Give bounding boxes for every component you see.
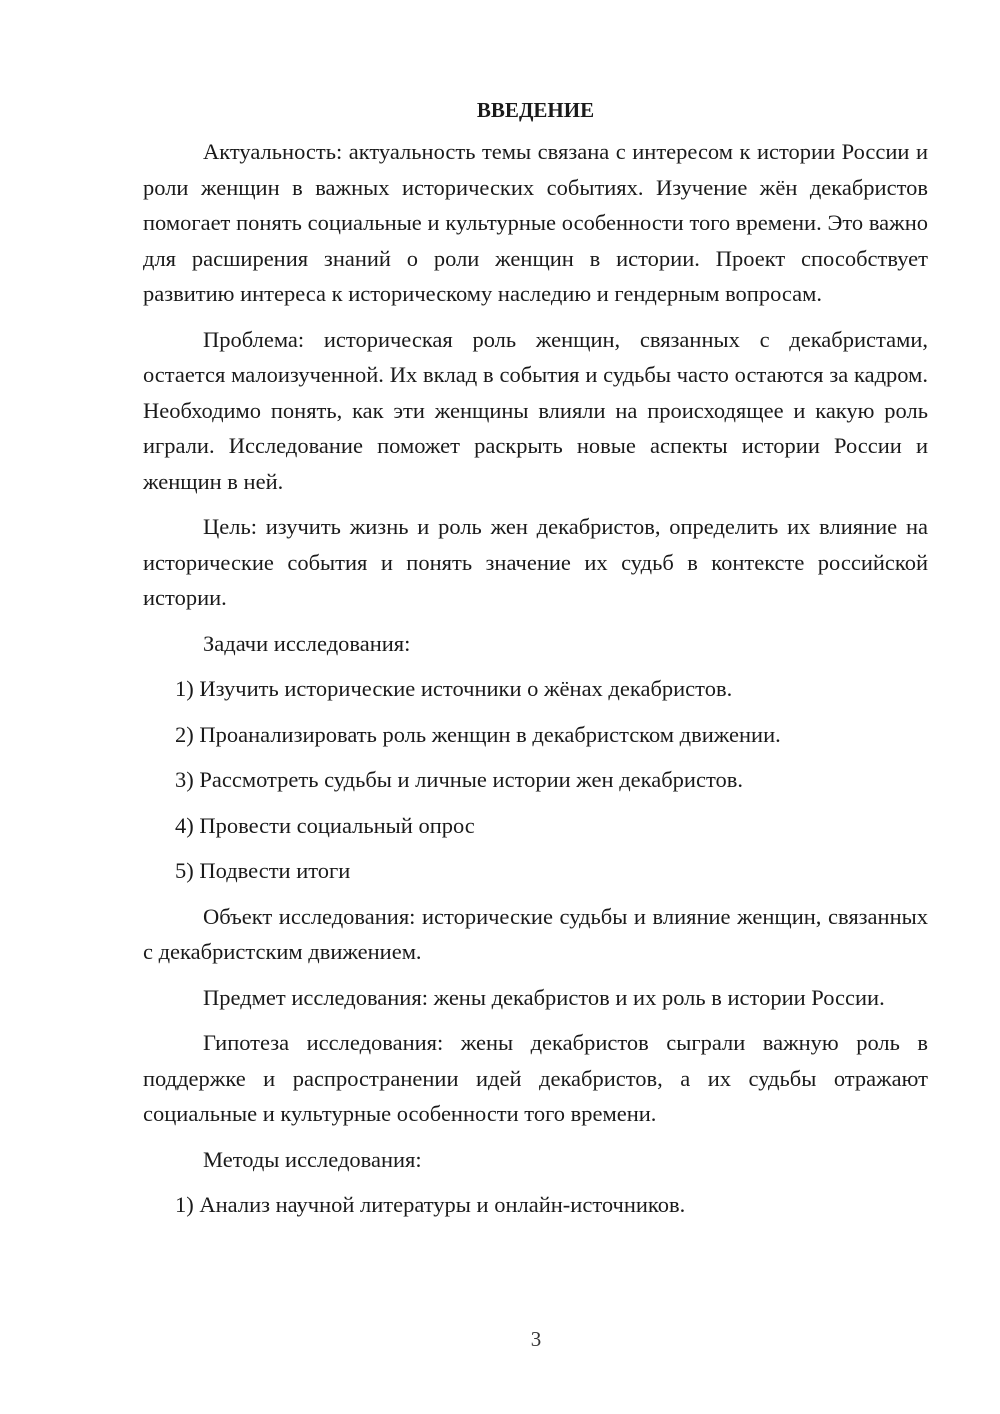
- problem-paragraph: Проблема: историческая роль женщин, связанных с декабристами, остается малоизученной. Их вклад в события и судьбы часто остаются за кадром. Необходимо понять, как эти женщины влияли на происходящее и какую роль играли. Исследование поможет раскрыть новые аспекты истории России и женщин в ней.: [143, 326, 928, 494]
- page-number: 3: [530, 1327, 542, 1351]
- list-item: 1) Изучить исторические источники о жёнах декабристов.: [175, 676, 733, 701]
- relevance-paragraph: Актуальность: актуальность темы связана с интересом к истории России и роли женщин в важных исторических событиях. Изучение жён декабристов помогает понять социальные и культурные особенности того времени. Это важно для расширения знаний о роли женщин в истории. Проект способствует развитию интереса к историческому наследию и гендерным вопросам.: [143, 139, 928, 306]
- subject-paragraph: Предмет исследования: жены декабристов и их роль в истории России.: [203, 984, 885, 1010]
- list-item: 4) Провести социальный опрос: [175, 812, 475, 838]
- tasks-label: Задачи исследования:: [203, 630, 411, 656]
- list-item: 1) Анализ научной литературы и онлайн-источников.: [175, 1192, 686, 1217]
- object-paragraph: Объект исследования: исторические судьбы и влияние женщин, связанных с декабристским движением.: [143, 903, 928, 964]
- list-item: 2) Проанализировать роль женщин в декабристском движении.: [175, 721, 781, 747]
- list-item: 5) Подвести итоги: [175, 858, 351, 883]
- section-title: ВВЕДЕНИЕ: [476, 98, 595, 122]
- methods-label: Методы исследования:: [203, 1146, 422, 1172]
- list-item: 3) Рассмотреть судьбы и личные истории жен декабристов.: [175, 767, 743, 792]
- page-content: [143, 96, 928, 1233]
- goal-paragraph: Цель: изучить жизнь и роль жен декабристов, определить их влияние на исторические события и понять значение их судьб в контексте российской истории.: [143, 514, 928, 610]
- hypothesis-paragraph: Гипотеза исследования: жены декабристов сыграли важную роль в поддержке и распространении идей декабристов, а их судьбы отражают социальные и культурные особенности того времени.: [143, 1030, 928, 1126]
